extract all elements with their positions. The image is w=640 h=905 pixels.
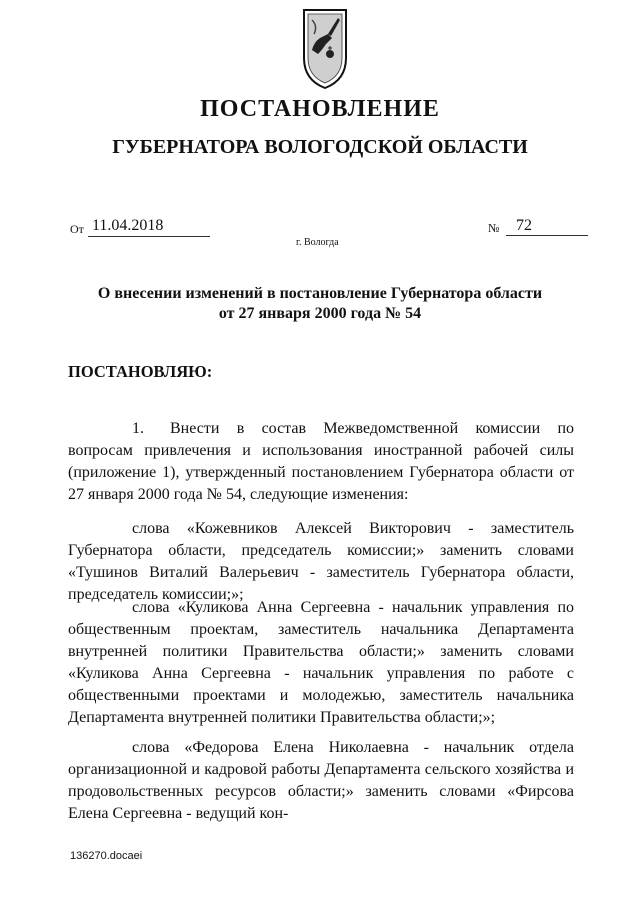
subject-line-1: О внесении изменений в постановление Губернатора области	[97, 285, 543, 302]
document-subject	[0, 284, 640, 324]
paragraph-change-3: слова «Федорова Елена Николаевна - начальник отдела организационной и кадровой работы Департамента сельского хозяйства и продовольственных ресурсов области;» заменить словами «Фирсова Елена Сергеевна - ведущий кон-	[68, 739, 574, 822]
city-name: г. Вологда	[296, 237, 339, 248]
item-text: Внести в состав Межведомственной комиссии по вопросам привлечения и использования иностранной рабочей силы (приложение 1), утвержденный постановлением Губернатора области от 27 января 2000 года № 54, следующие изменения:	[68, 420, 574, 503]
footer-file-name: 136270.docaei	[70, 850, 143, 862]
document-date: 11.04.2018	[88, 216, 210, 237]
item-number: 1.	[132, 420, 144, 437]
document-issuer: ГУБЕРНАТОРА ВОЛОГОДСКОЙ ОБЛАСТИ	[112, 136, 528, 158]
paragraph-change-2: слова «Куликова Анна Сергеевна - начальник управления по общественным проектам, заместитель начальника Департамента внутренней политики Правительства области;» заменить словами «Куликова Анна Сергеевна - начальник управления по работе с общественными проектами и молодежью, заместитель начальника Департамента внутренней политики Правительства области;»;	[68, 599, 574, 726]
paragraph-change-1: слова «Кожевников Алексей Викторович - заместитель Губернатора области, председатель комиссии;» заменить словами «Тушинов Виталий Валерьевич - заместитель Губернатора области, председатель комиссии;»;	[68, 520, 574, 603]
number-label: №	[488, 221, 500, 235]
resolve-heading: ПОСТАНОВЛЯЮ:	[68, 362, 213, 381]
document-title: ПОСТАНОВЛЕНИЕ	[200, 96, 440, 122]
subject-line-2: от 27 января 2000 года № 54	[218, 305, 422, 322]
date-label: От	[70, 222, 84, 236]
vologda-coat-of-arms-emblem	[300, 4, 350, 90]
document-number: 72	[506, 216, 588, 236]
paragraph-item-1	[68, 418, 574, 506]
